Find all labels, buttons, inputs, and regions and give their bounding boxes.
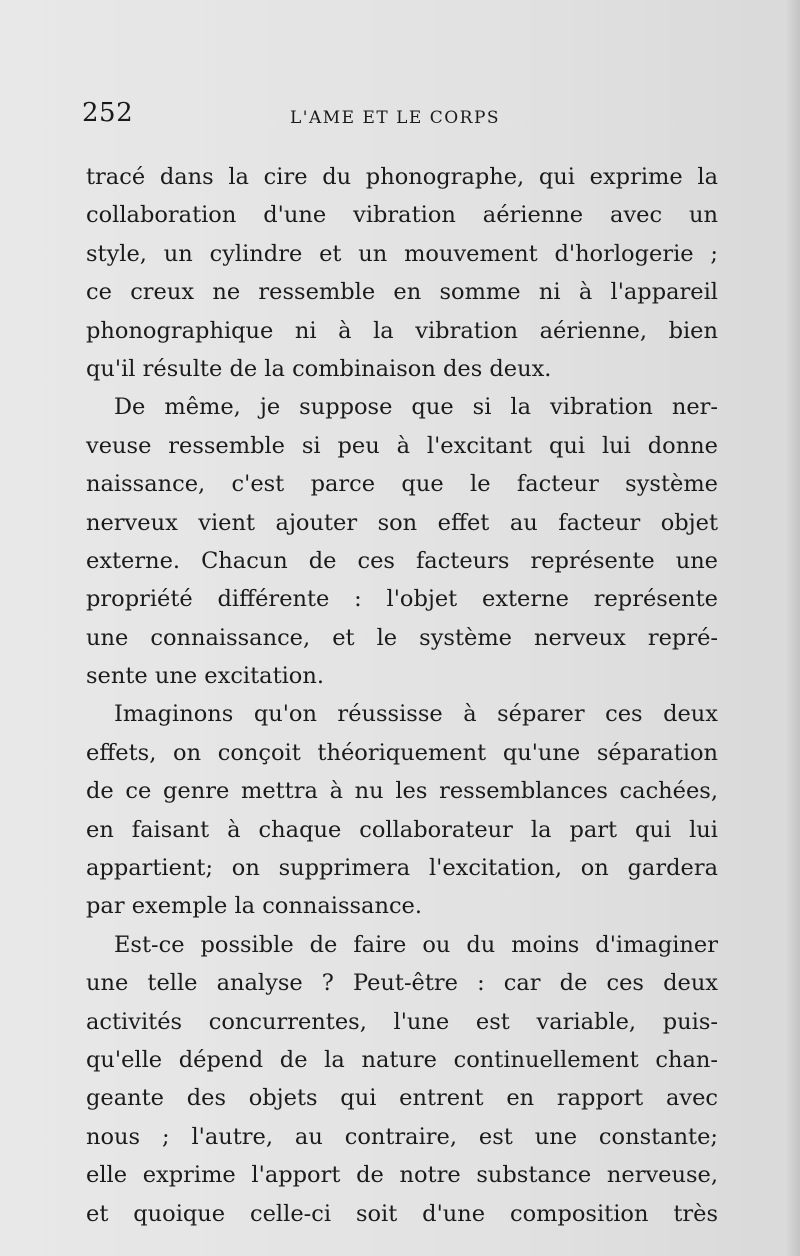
paragraph xyxy=(86,158,718,388)
text-line: en faisant à chaque collaborateur la part qui lui xyxy=(86,816,718,843)
text-line: nerveux vient ajouter son effet au facteur objet xyxy=(86,509,718,536)
text-line: collaboration d'une vibration aérienne avec un xyxy=(86,202,718,229)
text-line: elle exprime l'apport de notre substance nerveuse, xyxy=(86,1162,718,1189)
body-text xyxy=(86,158,718,1233)
text-line: par exemple la connaissance. xyxy=(86,893,423,920)
text-line: sente une excitation. xyxy=(86,663,324,690)
paragraph xyxy=(86,388,718,695)
text-line: et quoique celle-ci soit d'une composition très xyxy=(86,1200,718,1227)
page-number: 252 xyxy=(82,98,134,128)
text-line: veuse ressemble si peu à l'excitant qui lui donne xyxy=(86,432,718,459)
text-line: nous ; l'autre, au contraire, est une constante; xyxy=(86,1123,718,1150)
text-line: style, un cylindre et un mouvement d'horlogerie ; xyxy=(86,240,718,267)
running-title: L'AME ET LE CORPS xyxy=(290,108,501,128)
text-line: effets, on conçoit théoriquement qu'une séparation xyxy=(86,739,718,766)
text-line: appartient; on supprimera l'excitation, on gardera xyxy=(86,855,718,882)
running-head xyxy=(82,98,722,138)
text-line: une telle analyse ? Peut-être : car de ces deux xyxy=(86,970,718,997)
text-line: De même, je suppose que si la vibration ner- xyxy=(114,394,718,421)
text-line: activités concurrentes, l'une est variable, puis- xyxy=(86,1008,718,1035)
text-line: de ce genre mettra à nu les ressemblances cachées, xyxy=(86,778,718,805)
paragraph xyxy=(86,926,718,1233)
text-line: naissance, c'est parce que le facteur système xyxy=(86,471,718,498)
paragraph xyxy=(86,695,718,925)
text-line: qu'elle dépend de la nature continuellement chan- xyxy=(86,1046,718,1073)
text-line: ce creux ne ressemble en somme ni à l'appareil xyxy=(86,279,718,306)
text-line: une connaissance, et le système nerveux repré- xyxy=(86,624,718,651)
text-line: propriété différente : l'objet externe représente xyxy=(86,586,718,613)
text-line: Imaginons qu'on réussisse à séparer ces deux xyxy=(114,701,718,728)
text-line: geante des objets qui entrent en rapport avec xyxy=(86,1085,718,1112)
text-line: qu'il résulte de la combinaison des deux. xyxy=(86,355,552,382)
text-line: tracé dans la cire du phonographe, qui exprime la xyxy=(86,164,718,190)
text-line: phonographique ni à la vibration aérienne, bien xyxy=(86,317,718,344)
text-line: externe. Chacun de ces facteurs représente une xyxy=(86,547,718,574)
text-line: Est-ce possible de faire ou du moins d'imaginer xyxy=(114,931,718,958)
